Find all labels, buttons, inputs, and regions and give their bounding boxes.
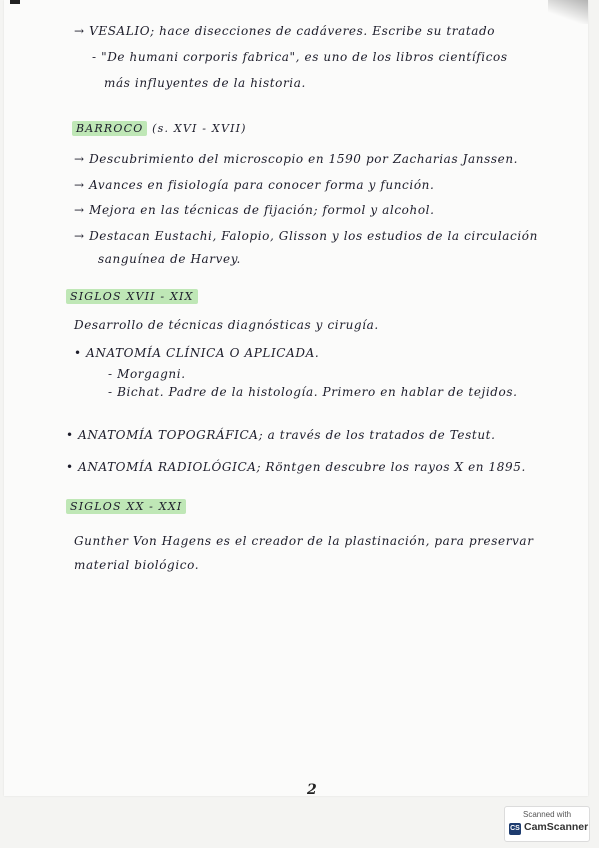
section-heading-siglos-xvii-xix	[66, 290, 198, 303]
badge-caption: Scanned with	[522, 810, 572, 819]
section-heading-siglos-xx-xxi	[66, 500, 186, 513]
camscanner-logo-icon: CS	[509, 823, 521, 835]
highlighted-title: SIGLOS XVII - XIX	[66, 289, 198, 304]
badge-brand-name: CamScanner	[524, 821, 589, 833]
text-line: → Mejora en las técnicas de fijación; formol y alcohol.	[74, 203, 435, 217]
text-line: - "De humani corporis fabrica", es uno de los libros científicos	[92, 50, 508, 64]
highlighted-title: SIGLOS XX - XXI	[66, 499, 186, 514]
highlighted-title: BARROCO	[72, 121, 147, 136]
text-line: Gunther Von Hagens es el creador de la plastinación, para preservar	[74, 534, 534, 548]
text-line: • ANATOMÍA RADIOLÓGICA; Röntgen descubre los rayos X en 1895.	[66, 460, 526, 474]
text-line: → VESALIO; hace disecciones de cadáveres. Escribe su tratado	[74, 24, 496, 38]
text-line: sanguínea de Harvey.	[98, 252, 241, 266]
text-line: Desarrollo de técnicas diagnósticas y cirugía.	[74, 318, 379, 332]
period-label: (s. XVI - XVII)	[152, 122, 247, 135]
camscanner-badge	[504, 806, 590, 842]
scanned-page	[4, 0, 588, 796]
text-line: → Destacan Eustachi, Falopio, Glisson y los estudios de la circulación	[74, 229, 538, 243]
text-line: más influyentes de la historia.	[104, 76, 306, 90]
page-number: 2	[307, 782, 317, 798]
text-line: - Bichat. Padre de la histología. Primero en hablar de tejidos.	[108, 385, 518, 399]
page-fold-shadow	[548, 0, 588, 24]
text-line: material biológico.	[74, 558, 200, 572]
text-line: • ANATOMÍA TOPOGRÁFICA; a través de los tratados de Testut.	[66, 428, 496, 442]
text-line: → Avances en fisiología para conocer forma y función.	[74, 178, 435, 192]
text-line: - Morgagni.	[108, 367, 186, 381]
text-line: → Descubrimiento del microscopio en 1590 por Zacharias Janssen.	[74, 152, 519, 166]
section-heading-barroco	[72, 122, 247, 135]
scan-mark	[10, 0, 20, 4]
text-line: • ANATOMÍA CLÍNICA O APLICADA.	[74, 346, 320, 360]
